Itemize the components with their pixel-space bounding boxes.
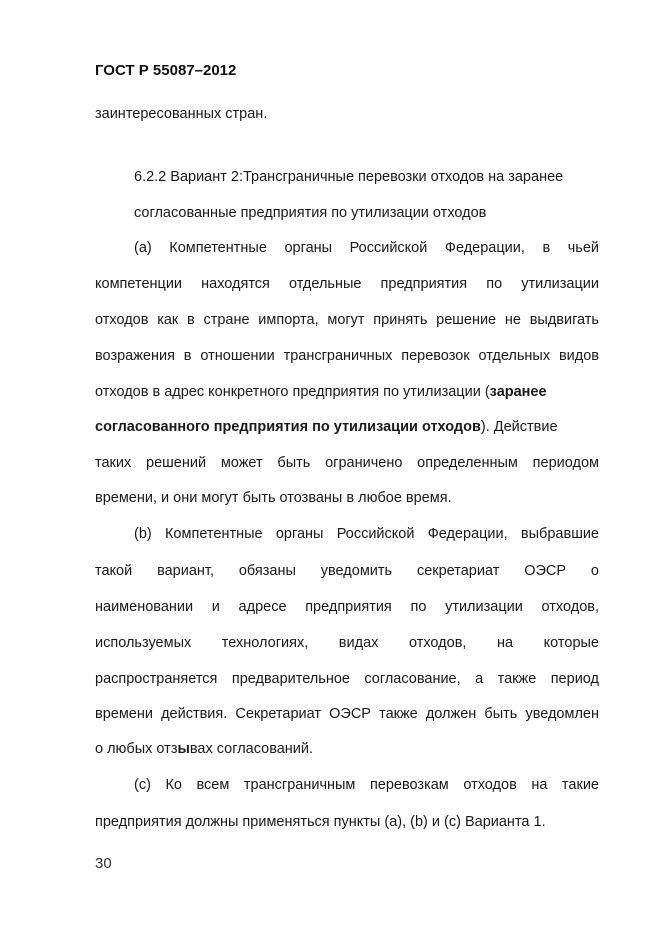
bold-term: заранее [489, 384, 547, 400]
paragraph-c-line: предприятия должны применяться пункты (a), (b) и (c) Варианта 1. [95, 814, 546, 830]
paragraph-a-line [95, 418, 599, 436]
text-span: о любых отз [95, 741, 178, 757]
page-number: 30 [95, 855, 112, 872]
paragraph-a-line [95, 383, 599, 401]
document-header: ГОСТ Р 55087–2012 [95, 62, 237, 79]
text-line: заинтересованных стран. [95, 106, 268, 122]
text-span: отходов в адрес конкретного предприятия по утилизации ( [95, 384, 490, 400]
text-span: ). Действие [480, 419, 558, 435]
paragraph-a-line: возражения в отношении трансграничных перевозок отдельных видов [95, 348, 599, 364]
bold-letter: ы [177, 741, 190, 757]
paragraph-a-line: отходов как в стране импорта, могут принять решение не выдвигать [95, 312, 599, 328]
paragraph-b-line [95, 740, 599, 758]
paragraph-b-line: используемых технологиях, видах отходов, на которые [95, 635, 599, 651]
paragraph-a-line: (a) Компетентные органы Российской Федерации, в чьей [134, 240, 599, 256]
paragraph-a-line: времени, и они могут быть отозваны в любое время. [95, 490, 452, 506]
paragraph-c-line: (c) Ко всем трансграничным перевозкам отходов на такие [134, 777, 599, 793]
text-span: вах согласований. [189, 741, 314, 757]
section-heading-line-1: 6.2.2 Вариант 2:Трансграничные перевозки отходов на заранее [134, 169, 564, 185]
paragraph-a-line: компетенции находятся отдельные предприятия по утилизации [95, 276, 599, 292]
paragraph-b-line: такой вариант, обязаны уведомить секретариат ОЭСР о [95, 563, 599, 579]
paragraph-b-line: наименовании и адресе предприятия по утилизации отходов, [95, 599, 599, 615]
paragraph-b-line: времени действия. Секретариат ОЭСР также должен быть уведомлен [95, 706, 599, 722]
paragraph-b-line: (b) Компетентные органы Российской Федерации, выбравшие [134, 526, 599, 542]
bold-term: согласованного предприятия по утилизации отходов [95, 419, 481, 435]
paragraph-b-line: распространяется предварительное согласование, а также период [95, 671, 599, 687]
paragraph-a-line: таких решений может быть ограничено определенным периодом [95, 455, 599, 471]
section-heading-line-2: согласованные предприятия по утилизации отходов [134, 205, 487, 221]
